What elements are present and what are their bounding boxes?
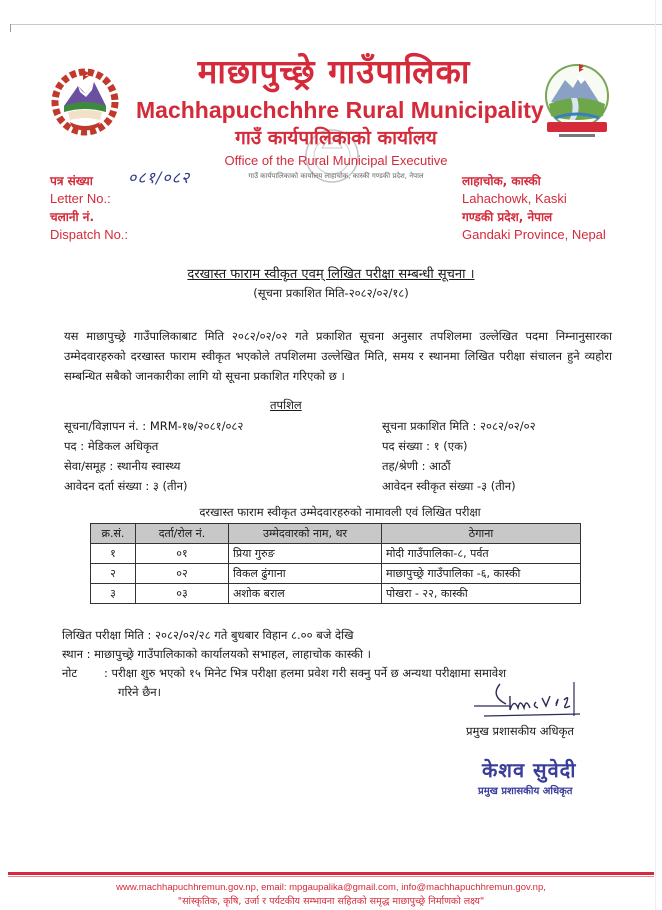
cell-candidate-name: विकल ढुंगाना (229, 564, 382, 584)
header-roll-number: दर्ता/रोल नं. (136, 524, 229, 544)
applications-accepted: आवेदन स्वीकृत संख्या -३ (तीन) (382, 479, 516, 493)
dispatch-no-label-np: चलानी नं. (50, 210, 95, 224)
post-name: पद : मेडिकल अधिकृत (64, 439, 159, 453)
nepal-coat-of-arms-icon (48, 64, 122, 138)
notice-title-text: दरखास्त फाराम स्वीकृत एवम् लिखित परीक्षा सम्बन्धी सूचना । (187, 267, 475, 282)
cell-serial: ३ (91, 584, 136, 604)
footer-divider-thin (8, 876, 654, 877)
exam-venue: स्थान : माछापुच्छ्रे गाउँपालिकाको कार्यालयको सभाहल, लाहाचोक कास्की । (62, 647, 372, 661)
dispatch-no-label-en: Dispatch No.: (50, 227, 129, 242)
municipality-logo-icon (541, 58, 613, 148)
note-label: नोट (62, 666, 78, 680)
header-candidate-name: उम्मेदवारको नाम, थर (229, 524, 382, 544)
table-row (91, 544, 581, 564)
municipality-name-english: Machhapuchchhre Rural Municipality (136, 97, 544, 123)
note-text-line1: : परीक्षा शुरु भएको १५ मिनेट भित्र परीक्षा हलमा प्रवेश गरी सक्नु पर्ने छ अन्यथा परीक्षामा समावेश (104, 666, 507, 680)
page-corner-mark (10, 24, 11, 32)
letter-no-label-np: पत्र संख्या (50, 174, 93, 188)
advertisement-number: सूचना/विज्ञापन नं. : MRM-१७/२०८१/०८२ (64, 419, 244, 433)
table-header-row (91, 524, 581, 544)
municipality-name-nepali: माछापुच्छ्रे गाउँपालिका (197, 52, 471, 91)
note-text-line2: गरिने छैन। (118, 685, 161, 699)
publication-date: सूचना प्रकाशित मिति : २०८२/०२/०२ (382, 419, 536, 433)
candidates-table-title: दरखास्त फाराम स्वीकृत उम्मेदवारहरुको नामावली एवं लिखित परीक्षा (199, 505, 481, 519)
signatory-title: प्रमुख प्रशासकीय अधिकृत (466, 724, 574, 738)
signatory-name-stamp: केशव सुवेदी (482, 758, 577, 782)
applications-registered: आवेदन दर्ता संख्या : ३ (तीन) (64, 479, 188, 493)
cell-serial: २ (91, 564, 136, 584)
cell-address: मोदी गाउँपालिका-८, पर्वत (382, 544, 581, 564)
candidates-table (90, 523, 581, 604)
service-group: सेवा/समूह : स्थानीय स्वास्थ्य (64, 459, 181, 473)
cell-serial: १ (91, 544, 136, 564)
cell-candidate-name: प्रिया गुरुङ (229, 544, 382, 564)
handwritten-signature (470, 676, 590, 722)
cell-roll-number: ०२ (136, 564, 229, 584)
notice-published-date: (सूचना प्रकाशित मिति-२०८२/०२/१८) (253, 286, 409, 300)
office-name-nepali: गाउँ कार्यपालिकाको कार्यालय (235, 127, 437, 149)
footer-divider (8, 872, 654, 875)
letter-no-label-en: Letter No.: (50, 191, 111, 206)
header-address: ठेगाना (382, 524, 581, 544)
cell-address: माछापुच्छ्रे गाउँपालिका -६, कास्की (382, 564, 581, 584)
table-row (91, 564, 581, 584)
letter-no-handwritten-value: ०८१/०८२ (128, 168, 191, 187)
notice-body: यस माछापुच्छ्रे गाउँपालिकाबाट मिति २०८२/०२/०२ गते प्रकाशित सूचना अनुसार तपशिलमा उल्लेखित पदमा निम्नानुसारका उम्मेदवारहरुको दरखास्त फाराम स्वीकृत भएकोले तपशिलमा उल्लेखित मिति, समय र स्थानमा लिखित परीक्षा संचालन हुने व्यहोरा सम्बन्धित सबैको जानकारीका लागि यो सूचना प्रकाशित गरिएको छ । (64, 329, 612, 383)
notice-title (100, 266, 562, 284)
cell-roll-number: ०३ (136, 584, 229, 604)
province-np: गण्डकी प्रदेश, नेपाल (462, 210, 553, 224)
address-en: Lahachowk, Kaski (462, 191, 567, 206)
office-seal-text: गाउँ कार्यपालिकाको कार्यालय लाहाचोक, कास्की गण्डकी प्रदेश, नेपाल (248, 172, 424, 180)
page-top-edge (10, 24, 662, 25)
office-name-english: Office of the Rural Municipal Executive (224, 153, 448, 168)
letter-meta-right (462, 172, 606, 244)
letter-meta-left (50, 172, 128, 244)
exam-note (62, 664, 506, 683)
header-serial: क्र.सं. (91, 524, 136, 544)
details-heading: तपशिल (270, 398, 302, 412)
footer-motto: "सांस्कृतिक, कृषि, उर्जा र पर्यटकीय सम्भावना सहितको समृद्ध माछापुच्छ्रे निर्माणको लक्ष्य" (177, 896, 485, 907)
cell-candidate-name: अशोक बराल (229, 584, 382, 604)
exam-date: लिखित परीक्षा मिति : २०८२/०२/२८ गते बुधबार विहान ८.०० बजे देखि (62, 628, 354, 642)
province-en: Gandaki Province, Nepal (462, 227, 606, 242)
details-left-column (64, 416, 243, 496)
table-row (91, 584, 581, 604)
cell-roll-number: ०१ (136, 544, 229, 564)
signatory-title-stamp: प्रमुख प्रशासकीय अधिकृत (478, 786, 573, 797)
address-np: लाहाचोक, कास्की (462, 174, 541, 188)
post-count: पद संख्या : १ (एक) (382, 439, 468, 453)
page-right-edge (655, 0, 656, 910)
level-grade: तह/श्रेणी : आठौं (382, 459, 451, 473)
exam-details (62, 626, 506, 702)
details-right-column (382, 416, 536, 496)
cell-address: पोखरा - २२, कास्की (382, 584, 581, 604)
footer-contact: www.machhapuchhremun.gov.np, email: mpgaupalika@gmail.com, info@machhapuchhremun.gov.np, (116, 882, 546, 893)
